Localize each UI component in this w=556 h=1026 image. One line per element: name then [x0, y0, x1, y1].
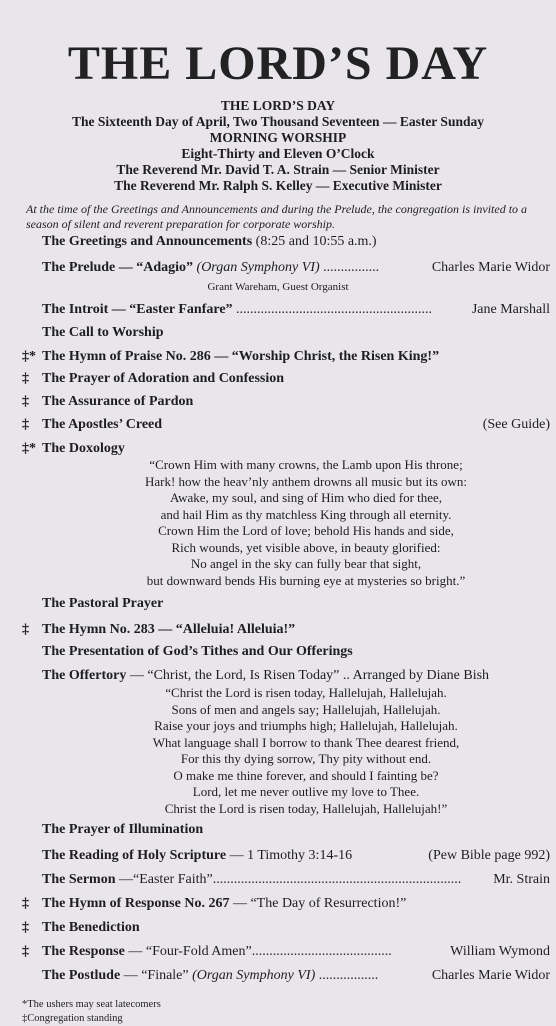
leader-dots: ........................................................	[236, 302, 433, 317]
item-label: The Greetings and Announcements	[42, 234, 253, 249]
standing-mark: ‡	[22, 896, 29, 911]
item-label: The Assurance of Pardon	[42, 394, 194, 409]
standing-mark: ‡*	[22, 441, 36, 456]
verse-line: but downward bends His burning eye at mysteries so bright.”	[146, 572, 466, 588]
page-title: THE LORD’S DAY	[67, 37, 489, 90]
verse-line: For this thy dying sorrow, Thy pity without end.	[180, 751, 432, 766]
item-prelude	[0, 258, 556, 278]
verse-line: Lord, let me never outlive my love to Thee.	[192, 784, 420, 799]
item-composer: Charles Marie Widor	[431, 968, 550, 983]
item-label: The Reading of Holy Scripture	[42, 848, 227, 863]
item-benediction	[0, 918, 556, 938]
standing-mark: ‡	[22, 371, 29, 386]
verse-line: Raise your joys and triumphs high; Hallelujah, Hallelujah.	[154, 718, 458, 733]
item-label: The Prelude — “Adagio”	[42, 260, 197, 275]
leader-dots: .......................................................................	[212, 872, 462, 887]
standing-mark: ‡	[22, 622, 29, 637]
item-note: (8:25 and 10:55 a.m.)	[255, 234, 377, 249]
item-label: The Benediction	[42, 920, 140, 935]
standing-mark: ‡	[22, 944, 29, 959]
offertory-verse	[90, 685, 522, 817]
verse-line: “Crown Him with many crowns, the Lamb upon His throne;	[149, 457, 463, 472]
verse-line: and hail Him as thy matchless King through all eternity.	[160, 506, 452, 522]
item-note: (Pew Bible page 992)	[428, 848, 550, 863]
item-apostles-creed	[0, 415, 556, 435]
item-label: The Call to Worship	[42, 325, 164, 340]
verse-line: Rich wounds, yet visible above, in beauty glorified:	[171, 539, 441, 555]
item-assurance	[0, 392, 556, 412]
verse-line: Awake, my soul, and sing of Him who died for thee,	[169, 490, 443, 505]
item-label: The Hymn of Response No. 267	[42, 896, 230, 911]
item-detail: — 1 Timothy 3:14-16	[226, 848, 353, 863]
verse-line: Christ the Lord is risen today, Hallelujah, Hallelujah!”	[164, 800, 448, 816]
item-hymn-of-response	[0, 894, 556, 914]
item-label: The Prayer of Adoration and Confession	[42, 371, 285, 386]
item-preacher: Mr. Strain	[493, 872, 550, 887]
footnote: ‡Congregation standing	[22, 1013, 123, 1024]
item-composer: Jane Marshall	[471, 302, 550, 317]
item-scripture-reading	[0, 846, 556, 866]
item-prayer-illumination	[0, 820, 556, 840]
item-label: The Pastoral Prayer	[42, 596, 164, 611]
item-label: The Postlude	[42, 968, 121, 983]
verse-line: “Christ the Lord is risen today, Hallelujah, Hallelujah.	[165, 685, 447, 700]
item-composer: William Wymond	[450, 944, 550, 959]
header-line: The Reverend Mr. Ralph S. Kelley — Executive Minister	[114, 178, 442, 193]
item-label: The Sermon	[42, 872, 116, 887]
item-label: The Apostles’ Creed	[42, 417, 163, 432]
item-sermon	[0, 870, 556, 890]
item-pastoral-prayer	[0, 594, 556, 614]
item-introit	[0, 300, 556, 320]
item-label: The Hymn of Praise No. 286 — “Worship Christ, the Risen King!”	[42, 349, 440, 364]
item-label: The Presentation of God’s Tithes and Our Offerings	[42, 644, 353, 659]
item-label: The Offertory	[42, 668, 127, 683]
item-greetings	[0, 232, 556, 252]
item-performer: Grant Wareham, Guest Organist	[207, 281, 349, 293]
item-label: The Introit — “Easter Fanfare”	[42, 302, 237, 317]
header-line: MORNING WORSHIP	[209, 130, 347, 145]
item-label: The Doxology	[42, 441, 125, 456]
item-label: The Response	[42, 944, 125, 959]
item-detail: — “Finale”	[120, 968, 193, 983]
item-hymn-283	[0, 620, 556, 640]
item-label: The Prayer of Illumination	[42, 822, 204, 837]
doxology-verse	[90, 457, 522, 589]
item-detail: — “Four-Fold Amen”	[124, 944, 252, 959]
header-line: The Sixteenth Day of April, Two Thousand Seventeen — Easter Sunday	[72, 114, 484, 129]
footnote: *The ushers may seat latecomers	[22, 999, 161, 1010]
item-presentation	[0, 642, 556, 662]
header-line: The Reverend Mr. David T. A. Strain — Senior Minister	[116, 162, 440, 177]
verse-line: Hark! how the heav’nly anthem drowns all music but its own:	[144, 473, 468, 489]
item-prayer-adoration	[0, 369, 556, 389]
leader-dots: ........................................	[251, 944, 392, 959]
item-work: (Organ Symphony VI)	[192, 968, 316, 983]
intro-paragraph: At the time of the Greetings and Announcements and during the Prelude, the congregation is invited to a season of silent and reverent preparation for corporate worship.	[26, 202, 528, 231]
item-detail: —“Easter Faith”	[115, 872, 213, 887]
item-doxology	[0, 439, 556, 459]
service-header	[0, 98, 556, 194]
leader-dots: ................	[319, 260, 380, 275]
item-response	[0, 942, 556, 962]
verse-line: No angel in the sky can fully bear that sight,	[190, 556, 422, 571]
verse-line: What language shall I borrow to thank Thee dearest friend,	[152, 734, 460, 750]
leader-dots: .................	[315, 968, 379, 983]
item-note: (See Guide)	[482, 417, 550, 432]
standing-mark: ‡	[22, 394, 29, 409]
item-detail: — “Christ, the Lord, Is Risen Today” .. Arranged by Diane Bish	[126, 668, 490, 683]
standing-mark: ‡*	[22, 349, 36, 364]
header-line: THE LORD’S DAY	[220, 98, 336, 113]
item-work: (Organ Symphony VI)	[196, 260, 320, 275]
standing-mark: ‡	[22, 417, 29, 432]
item-hymn-of-praise	[0, 347, 556, 367]
footnotes	[22, 998, 161, 1026]
verse-line: O make me thine forever, and should I fainting be?	[173, 767, 439, 783]
item-label: The Hymn No. 283 — “Alleluia! Alleluia!”	[42, 622, 296, 637]
item-composer: Charles Marie Widor	[431, 260, 550, 275]
item-offertory	[0, 666, 556, 686]
verse-line: Sons of men and angels say; Hallelujah, Hallelujah.	[171, 701, 441, 717]
item-detail: — “The Day of Resurrection!”	[229, 896, 407, 911]
verse-line: Crown Him the Lord of love; behold His hands and side,	[158, 523, 454, 538]
item-postlude	[0, 966, 556, 986]
item-call-to-worship	[0, 323, 556, 343]
header-line: Eight-Thirty and Eleven O’Clock	[181, 146, 375, 161]
standing-mark: ‡	[22, 920, 29, 935]
